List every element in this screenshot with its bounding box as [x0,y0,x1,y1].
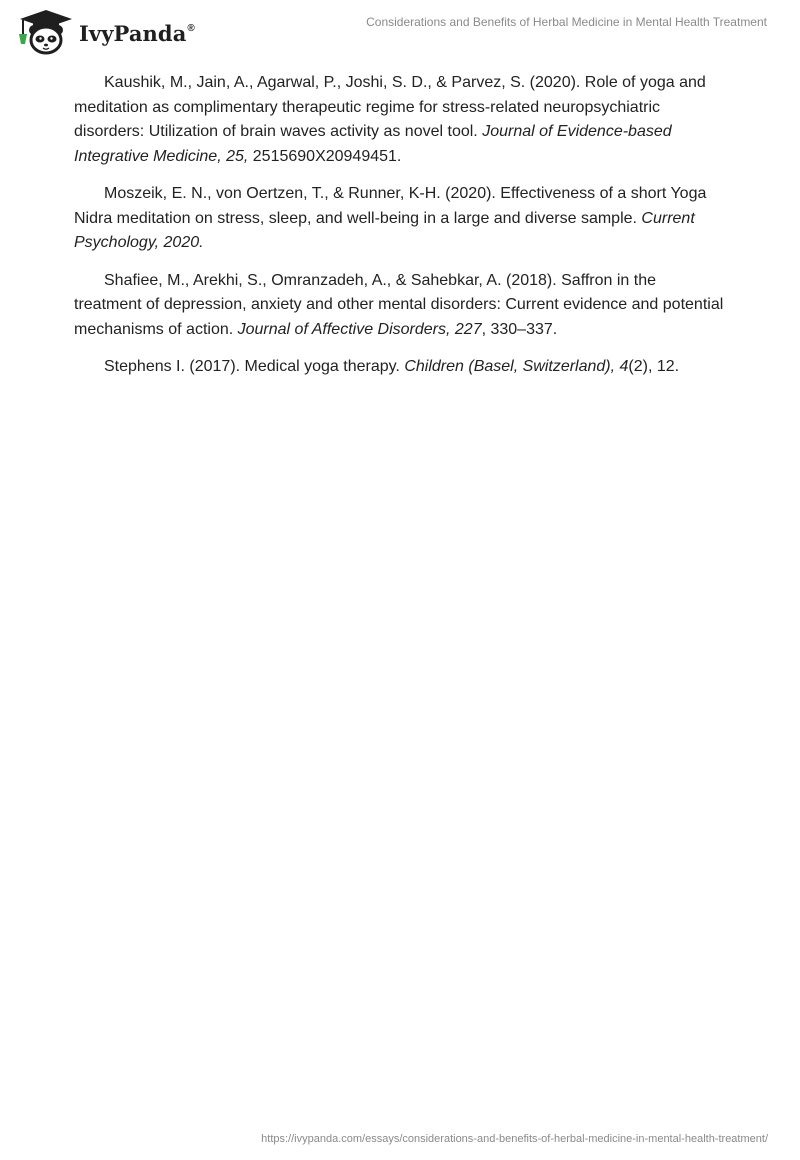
reference-item [74,269,724,343]
source-url-link[interactable]: https://ivypanda.com/essays/considerations-and-benefits-of-herbal-medicine-in-mental-health-treatment/ [261,1133,768,1145]
reference-authors: Stephens I. (2017). Medical yoga therapy. [104,358,405,375]
document-title: Considerations and Benefits of Herbal Medicine in Mental Health Treatment [366,15,767,29]
reference-source: Journal of Affective Disorders, 227 [237,320,482,338]
reference-details: , 330–337. [481,320,558,338]
registered-mark: ® [187,22,195,34]
reference-source: Children (Basel, Switzerland), 4 [404,358,629,375]
reference-authors: Kaushik, M., Jain, A., Agarwal, P., Joshi, S. D., & Parvez, S. (2020). Role of yoga and meditation as complimentary therapeutic regime for stress-related neuropsychiatric disorders: Utilization of brain waves activity as novel tool. [74,74,706,140]
reference-details: (2), 12. [628,358,680,375]
reference-authors: Moszeik, E. N., von Oertzen, T., & Runner, K-H. (2020). Effectiveness of a short Yoga Nidra meditation on stress, sleep, and well-being in a large and diverse sample. [74,185,707,227]
page-header [0,0,800,64]
reference-source: Journal of Evidence-based Integrative Medicine, 25, [74,123,672,165]
reference-list [74,71,724,393]
panda-graduate-icon [14,8,78,56]
reference-item [74,182,724,256]
reference-item [74,71,724,169]
reference-details: 2515690X20949451. [248,147,402,165]
reference-authors: Shafiee, M., Arekhi, S., Omranzadeh, A., & Sahebkar, A. (2018). Saffron in the treatment of depression, anxiety and other mental disorders: Current evidence and potential mechanisms of action. [74,271,724,338]
reference-source: Current Psychology, 2020. [74,209,695,251]
reference-item [74,355,724,380]
ivypanda-logo[interactable] [14,8,195,56]
brand-name: IvyPanda® [79,20,195,46]
